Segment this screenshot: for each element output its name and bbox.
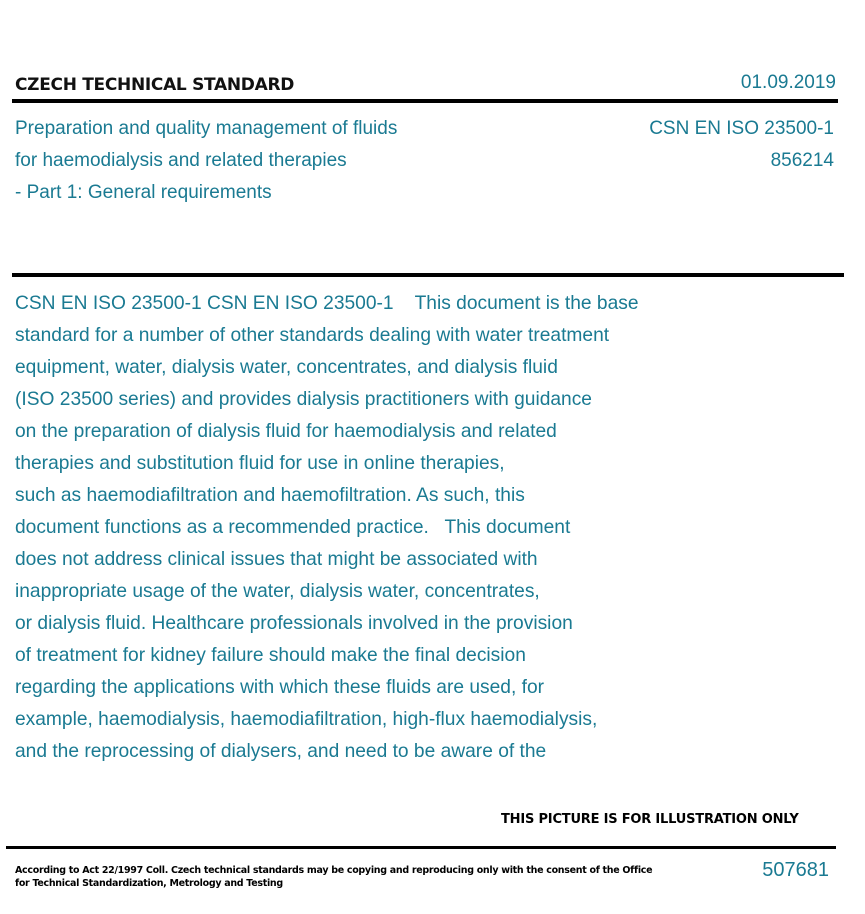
document-number: 507681: [762, 859, 829, 881]
body-line: CSN EN ISO 23500-1 CSN EN ISO 23500-1 This document is the base: [15, 293, 639, 314]
header-rule: [12, 99, 838, 103]
standard-code: CSN EN ISO 23500-1: [649, 118, 834, 139]
body-line: inappropriate usage of the water, dialysis water, concentrates,: [15, 581, 540, 602]
body-line: therapies and substitution fluid for use in online therapies,: [15, 453, 505, 474]
body-line: or dialysis fluid. Healthcare professionals involved in the provision: [15, 613, 573, 634]
publication-date: 01.09.2019: [740, 72, 836, 93]
legal-notice-line-2: for Technical Standardization, Metrology and Testing: [15, 878, 283, 889]
title-line-2: for haemodialysis and related therapies: [15, 150, 347, 171]
standard-type-label: CZECH TECHNICAL STANDARD: [15, 75, 295, 95]
body-line: does not address clinical issues that might be associated with: [15, 549, 538, 570]
title-rule: [12, 273, 844, 277]
body-line: equipment, water, dialysis water, concentrates, and dialysis fluid: [15, 357, 558, 378]
body-line: standard for a number of other standards dealing with water treatment: [15, 325, 610, 346]
body-line: on the preparation of dialysis fluid for haemodialysis and related: [15, 421, 557, 442]
body-line: of treatment for kidney failure should make the final decision: [15, 645, 526, 666]
legal-notice: [15, 864, 652, 890]
title-line-1: Preparation and quality management of fluids: [15, 118, 398, 139]
body-line: regarding the applications with which these fluids are used, for: [15, 677, 545, 698]
class-number: 856214: [770, 150, 834, 171]
body-line: example, haemodialysis, haemodiafiltration, high-flux haemodialysis,: [15, 709, 598, 730]
body-line: and the reprocessing of dialysers, and need to be aware of the: [15, 741, 547, 762]
illustration-notice: THIS PICTURE IS FOR ILLUSTRATION ONLY: [501, 812, 799, 827]
title-line-3: - Part 1: General requirements: [15, 182, 272, 203]
legal-notice-line-1: According to Act 22/1997 Coll. Czech technical standards may be copying and reproducing only with the consent of the Office: [15, 865, 653, 876]
footer-rule: [6, 846, 836, 849]
body-line: such as haemodiafiltration and haemofiltration. As such, this: [15, 485, 525, 506]
body-line: (ISO 23500 series) and provides dialysis practitioners with guidance: [15, 389, 592, 410]
body-line: document functions as a recommended practice. This document: [15, 517, 571, 538]
